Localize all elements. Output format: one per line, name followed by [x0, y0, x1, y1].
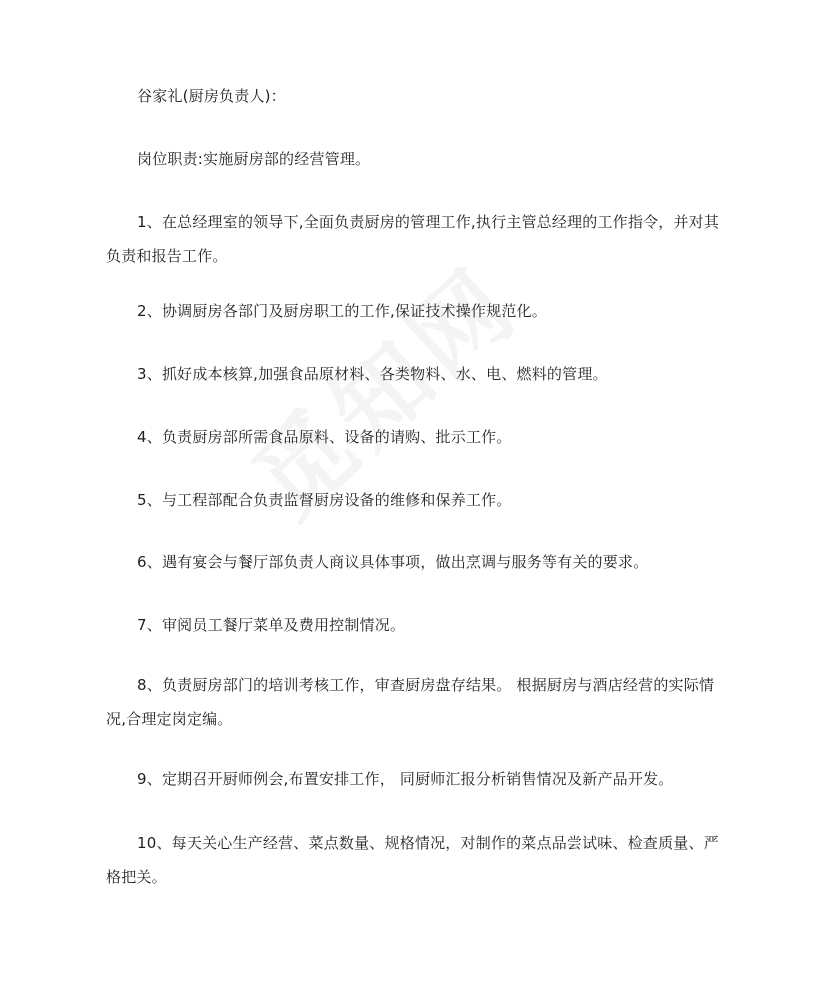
duty-item-8: 8、负责厨房部门的培训考核工作，审查厨房盘存结果。 根据厨房与酒店经营的实际情况,合理定岗定编。 — [106, 676, 715, 728]
duty-item-4: 4、负责厨房部所需食品原料、设备的请购、批示工作。 — [137, 428, 512, 446]
duty-item-7: 7、审阅员工餐厅菜单及费用控制情况。 — [137, 616, 406, 634]
duty-item-5: 5、与工程部配合负责监督厨房设备的维修和保养工作。 — [137, 491, 512, 509]
duty-item-2: 2、协调厨房各部门及厨房职工的工作,保证技术操作规范化。 — [137, 302, 547, 320]
duty-item-1: 1、在总经理室的领导下,全面负责厨房的管理工作,执行主管总经理的工作指令，并对其负责和报告工作。 — [106, 213, 720, 265]
heading-name: 谷家礼(厨房负责人)： — [137, 87, 286, 105]
duty-item-6: 6、遇有宴会与餐厅部负责人商议具体事项，做出烹调与服务等有关的要求。 — [137, 553, 649, 571]
duty-item-10: 10、每天关心生产经营、菜点数量、规格情况，对制作的菜点品尝试味、检查质量、严格把关。 — [106, 834, 719, 886]
duty-item-9: 9、定期召开厨师例会,布置安排工作， 同厨师汇报分析销售情况及新产品开发。 — [137, 770, 674, 788]
heading-duty: 岗位职责:实施厨房部的经营管理。 — [137, 150, 371, 168]
duty-item-3: 3、抓好成本核算,加强食品原材料、各类物料、水、电、燃料的管理。 — [137, 365, 608, 383]
